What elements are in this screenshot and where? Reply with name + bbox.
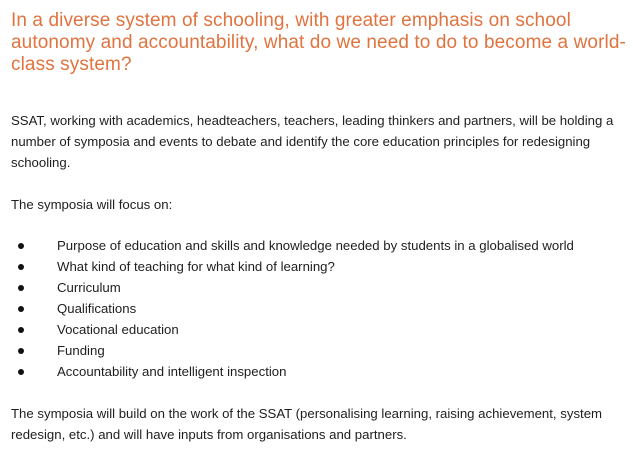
list-item [11, 298, 627, 319]
bullet-icon [18, 369, 24, 375]
list-item [11, 256, 627, 277]
page-heading: In a diverse system of schooling, with greater emphasis on school autonomy and accountability, what do we need to do to become a world-class system? [11, 10, 626, 75]
bullet-icon [18, 306, 24, 312]
list-item-text: What kind of teaching for what kind of learning? [57, 259, 335, 274]
list-item [11, 235, 627, 256]
focus-label: The symposia will focus on: [11, 197, 173, 212]
bullet-icon [18, 264, 24, 270]
intro-paragraph: SSAT, working with academics, headteachers, teachers, leading thinkers and partners, will be holding a number of symposia and events to debate and identify the core education principles for redesigning schooling. [11, 113, 614, 170]
list-item [11, 319, 627, 340]
bullet-icon [18, 243, 24, 249]
list-item [11, 361, 627, 382]
bullet-icon [18, 348, 24, 354]
list-item-text: Purpose of education and skills and knowledge needed by students in a globalised world [57, 238, 574, 253]
closing-paragraph: The symposia will build on the work of the SSAT (personalising learning, raising achievement, system redesign, etc.) and will have inputs from organisations and partners. [11, 406, 603, 442]
list-item-text: Funding [57, 343, 105, 358]
bullet-icon [18, 285, 24, 291]
list-item-text: Curriculum [57, 280, 121, 295]
focus-list [11, 235, 627, 382]
list-item [11, 277, 627, 298]
list-item-text: Vocational education [57, 322, 179, 337]
document-page [11, 0, 627, 445]
list-item-text: Accountability and intelligent inspection [57, 364, 287, 379]
bullet-icon [18, 327, 24, 333]
list-item [11, 340, 627, 361]
list-item-text: Qualifications [57, 301, 137, 316]
